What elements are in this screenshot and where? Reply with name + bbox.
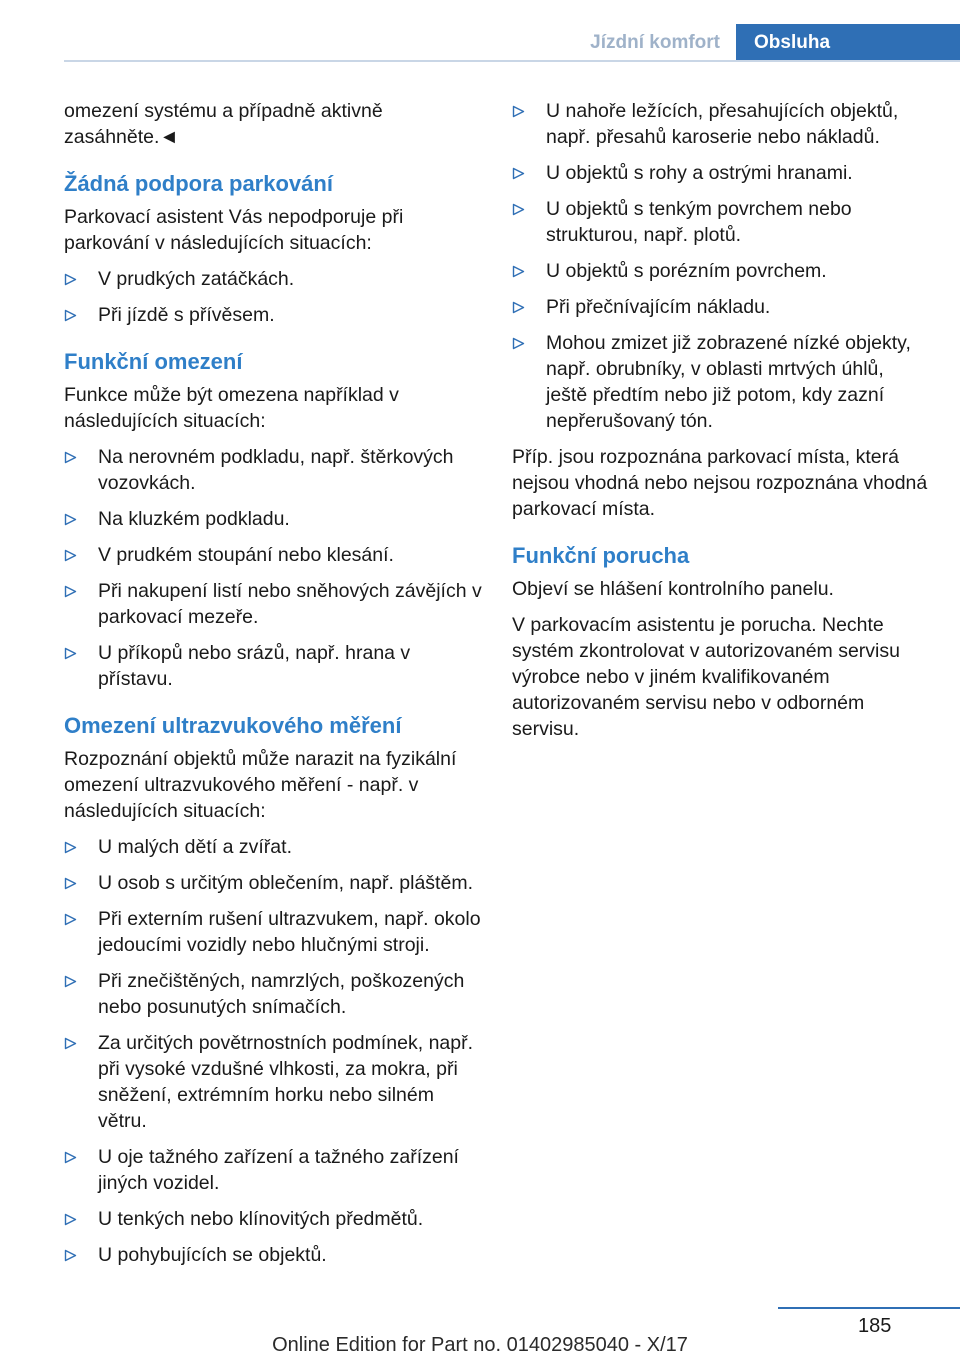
triangle-bullet-icon (512, 258, 526, 284)
triangle-bullet-icon (64, 444, 78, 470)
list-item-text: Na kluzkém podkladu. (98, 508, 290, 530)
list-item (64, 968, 482, 1020)
footer-rule (778, 1307, 960, 1309)
triangle-bullet-icon (64, 870, 78, 896)
intro-text: omezení systému a případně aktivně zasáhněte.◄ (64, 100, 383, 148)
list-item (64, 578, 482, 630)
functional-limits-list (64, 444, 482, 692)
header-rule (64, 60, 960, 62)
list-item-text: U tenkých nebo klínovitých předmětů. (98, 1208, 424, 1230)
list-item (64, 1242, 482, 1268)
list-item (512, 98, 930, 150)
list-item (64, 302, 482, 328)
malfunction-paragraph-2: V parkovacím asistentu je porucha. Nechte systém zkontrolovat v autorizovaném servisu výrobce nebo v jiném kvalifikovaném autorizovaném servisu nebo v odborném servisu. (512, 614, 900, 740)
triangle-bullet-icon (64, 968, 78, 994)
header-section-label: Jízdní komfort (590, 32, 720, 53)
triangle-bullet-icon (64, 906, 78, 932)
list-item-text: U objektů s rohy a ostrými hranami. (546, 162, 853, 184)
list-item (64, 1206, 482, 1232)
list-item (64, 444, 482, 496)
list-item-text: U příkopů nebo srázů, např. hrana v přístavu. (98, 642, 411, 690)
triangle-bullet-icon (64, 506, 78, 532)
list-item-text: Při externím rušení ultrazvukem, např. okolo jedoucími vozidly nebo hlučnými stroji. (98, 908, 481, 956)
list-item-text: U objektů s tenkým povrchem nebo strukturou, např. plotů. (546, 198, 852, 246)
list-item-text: U malých dětí a zvířat. (98, 836, 292, 858)
list-item (64, 542, 482, 568)
list-item (512, 294, 930, 320)
list-item (512, 196, 930, 248)
triangle-bullet-icon (512, 196, 526, 222)
triangle-bullet-icon (64, 302, 78, 328)
list-item-text: U nahoře ležících, přesahujících objektů, např. přesahů karoserie nebo nákladů. (546, 100, 899, 148)
list-item (64, 906, 482, 958)
malfunction-paragraph-1: Objeví se hlášení kontrolního panelu. (512, 578, 834, 600)
list-item (64, 1030, 482, 1134)
triangle-bullet-icon (64, 542, 78, 568)
triangle-bullet-icon (512, 98, 526, 124)
no-support-paragraph: Parkovací asistent Vás nepodporuje při parkování v následujících situacích: (64, 206, 404, 254)
list-item (64, 506, 482, 532)
ultrasound-paragraph: Rozpoznání objektů může narazit na fyzikální omezení ultrazvukového měření - např. v následujících situacích: (64, 748, 457, 822)
list-item-text: Při znečištěných, namrzlých, poškozených nebo posunutých snímačích. (98, 970, 465, 1018)
list-item (512, 160, 930, 186)
list-item (512, 258, 930, 284)
list-item (64, 266, 482, 292)
functional-limits-paragraph: Funkce může být omezena například v následujících situacích: (64, 384, 399, 432)
triangle-bullet-icon (64, 1144, 78, 1170)
list-item-text: Při jízdě s přívěsem. (98, 304, 275, 326)
triangle-bullet-icon (512, 330, 526, 356)
triangle-bullet-icon (64, 266, 78, 292)
list-item-text: Při nakupení listí nebo sněhových závějích v parkovací mezeře. (98, 580, 482, 628)
heading-malfunction: Funkční porucha (512, 543, 690, 568)
list-item-text: V prudkém stoupání nebo klesání. (98, 544, 394, 566)
heading-ultrasound-limits: Omezení ultrazvukového měření (64, 713, 402, 738)
list-item-text: Mohou zmizet již zobrazené nízké objekty, např. obrubníky, v oblasti mrtvých úhlů, ještě předtím nebo již potom, kdy zazní nepřerušovaný tón. (546, 332, 911, 432)
triangle-bullet-icon (64, 1030, 78, 1056)
page-number: 185 (858, 1315, 892, 1337)
triangle-bullet-icon (512, 160, 526, 186)
list-item-text: Za určitých povětrnostních podmínek, např. při vysoké vzdušné vlhkosti, za mokra, při sněžení, extrémním horku nebo silném větru. (98, 1032, 474, 1132)
triangle-bullet-icon (64, 578, 78, 604)
heading-no-parking-support: Žádná podpora parkování (64, 171, 333, 196)
triangle-bullet-icon (512, 294, 526, 320)
triangle-bullet-icon (64, 1206, 78, 1232)
list-item-text: U oje tažného zařízení a tažného zařízení jiných vozidel. (98, 1146, 459, 1194)
list-item-text: U pohybujících se objektů. (98, 1244, 327, 1266)
list-item-text: Na nerovném podkladu, např. štěrkových vozovkách. (98, 446, 454, 494)
left-column (64, 98, 482, 1278)
heading-functional-limits: Funkční omezení (64, 349, 243, 374)
list-item (64, 640, 482, 692)
triangle-bullet-icon (64, 834, 78, 860)
list-item-text: U osob s určitým oblečením, např. pláštěm. (98, 872, 473, 894)
object-limits-list (512, 98, 930, 434)
recognition-paragraph: Příp. jsou rozpoznána parkovací místa, která nejsou vhodná nebo nejsou rozpoznána vhodná parkovací místa. (512, 446, 928, 520)
edition-line: Online Edition for Part no. 01402985040 - X/17 (272, 1334, 688, 1356)
header-chapter-tab: Obsluha (736, 24, 960, 62)
right-column (512, 98, 930, 752)
list-item (64, 834, 482, 860)
list-item-text: U objektů s porézním povrchem. (546, 260, 827, 282)
no-support-list (64, 266, 482, 328)
triangle-bullet-icon (64, 1242, 78, 1268)
list-item-text: Při přečnívajícím nákladu. (546, 296, 771, 318)
list-item (64, 870, 482, 896)
list-item (512, 330, 930, 434)
triangle-bullet-icon (64, 640, 78, 666)
ultrasound-list (64, 834, 482, 1268)
list-item (64, 1144, 482, 1196)
list-item-text: V prudkých zatáčkách. (98, 268, 295, 290)
